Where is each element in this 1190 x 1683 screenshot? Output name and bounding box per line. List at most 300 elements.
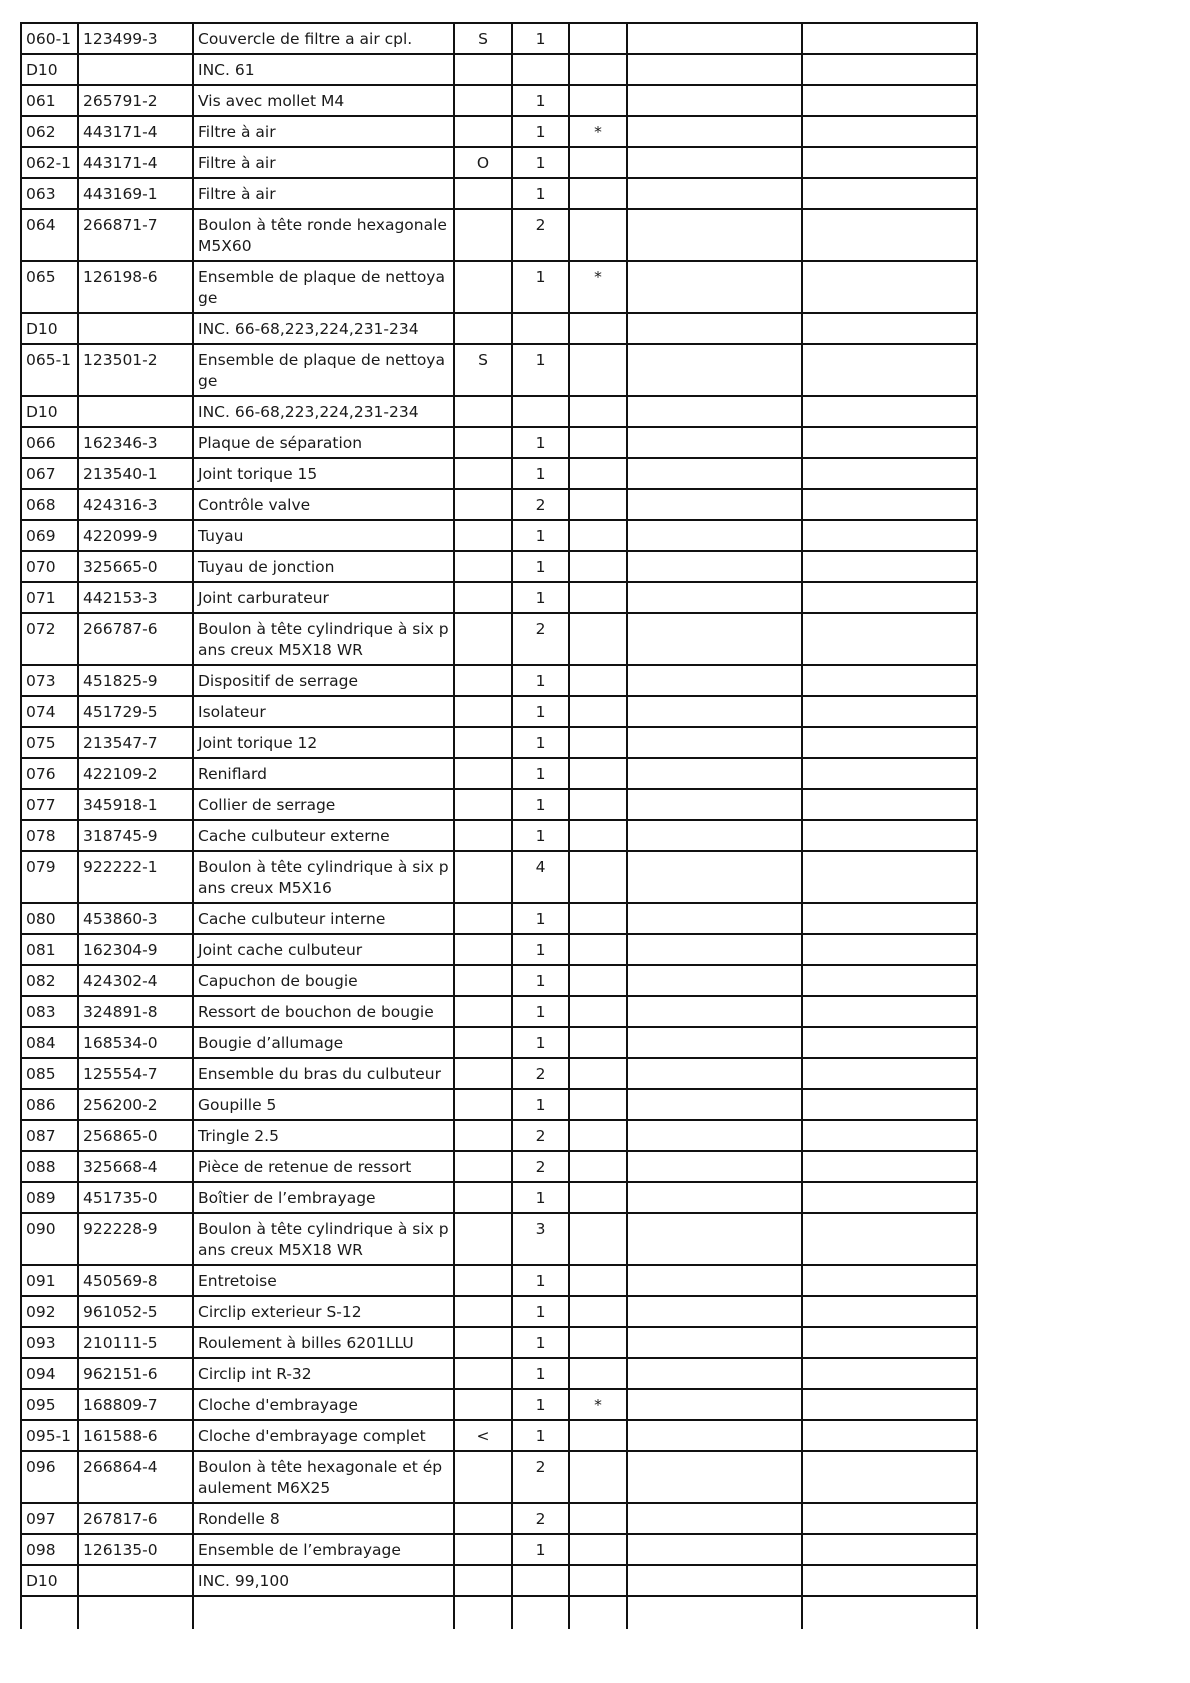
part-number-cell: 443171-4 [78, 116, 193, 147]
ref-number-cell: 089 [21, 1182, 78, 1213]
ref-number-cell: 073 [21, 665, 78, 696]
empty-cell [627, 1420, 802, 1451]
part-number-cell: 453860-3 [78, 903, 193, 934]
flag-cell [454, 54, 512, 85]
empty-cell [802, 1213, 977, 1265]
ref-number-cell: 067 [21, 458, 78, 489]
marker-cell [569, 85, 627, 116]
ref-number-cell: 062 [21, 116, 78, 147]
marker-cell [569, 1534, 627, 1565]
table-row [21, 1534, 977, 1565]
description-cell: Boulon à tête cylindrique à six pans creux M5X18 WR [193, 613, 454, 665]
empty-cell [627, 261, 802, 313]
description-cell: Dispositif de serrage [193, 665, 454, 696]
part-number-cell: 345918-1 [78, 789, 193, 820]
description-cell: Circlip int R-32 [193, 1358, 454, 1389]
quantity-cell: 1 [512, 147, 569, 178]
flag-cell [454, 261, 512, 313]
table-row [21, 489, 977, 520]
empty-cell [802, 1089, 977, 1120]
quantity-cell: 1 [512, 903, 569, 934]
quantity-cell: 1 [512, 1182, 569, 1213]
ref-number-cell: 064 [21, 209, 78, 261]
flag-cell [454, 396, 512, 427]
table-row [21, 727, 977, 758]
empty-cell [802, 116, 977, 147]
quantity-cell: 1 [512, 1358, 569, 1389]
marker-cell [569, 1213, 627, 1265]
table-row [21, 1358, 977, 1389]
ref-number-cell: 074 [21, 696, 78, 727]
quantity-cell: 2 [512, 1120, 569, 1151]
marker-cell [569, 851, 627, 903]
marker-cell [569, 727, 627, 758]
empty-cell [627, 727, 802, 758]
table-row [21, 903, 977, 934]
marker-cell [569, 1451, 627, 1503]
flag-cell [454, 1058, 512, 1089]
table-row [21, 427, 977, 458]
marker-cell [569, 903, 627, 934]
flag-cell [454, 427, 512, 458]
flag-cell [454, 820, 512, 851]
description-cell: Joint carburateur [193, 582, 454, 613]
flag-cell [454, 1120, 512, 1151]
empty-cell [21, 1596, 78, 1629]
ref-number-cell: 082 [21, 965, 78, 996]
flag-cell [454, 727, 512, 758]
table-row [21, 696, 977, 727]
marker-cell [569, 1151, 627, 1182]
empty-cell [569, 1596, 627, 1629]
empty-cell [802, 934, 977, 965]
description-cell: INC. 66-68,223,224,231-234 [193, 313, 454, 344]
empty-cell [802, 1027, 977, 1058]
empty-cell [627, 1389, 802, 1420]
parts-table-body [21, 23, 977, 1629]
ref-number-cell: 072 [21, 613, 78, 665]
marker-cell [569, 1089, 627, 1120]
empty-cell [627, 1296, 802, 1327]
table-row-continued [21, 1596, 977, 1629]
flag-cell [454, 116, 512, 147]
empty-cell [627, 178, 802, 209]
part-number-cell: 213547-7 [78, 727, 193, 758]
table-row [21, 1389, 977, 1420]
quantity-cell: 1 [512, 996, 569, 1027]
quantity-cell: 1 [512, 1265, 569, 1296]
empty-cell [802, 696, 977, 727]
empty-cell [802, 458, 977, 489]
empty-cell [627, 1327, 802, 1358]
quantity-cell: 1 [512, 178, 569, 209]
table-row [21, 23, 977, 54]
description-cell: Ensemble de l’embrayage [193, 1534, 454, 1565]
empty-cell [627, 789, 802, 820]
empty-cell [802, 427, 977, 458]
ref-number-cell: 093 [21, 1327, 78, 1358]
quantity-cell: 1 [512, 934, 569, 965]
quantity-cell [512, 1565, 569, 1596]
description-cell: INC. 66-68,223,224,231-234 [193, 396, 454, 427]
table-row [21, 209, 977, 261]
part-number-cell: 266787-6 [78, 613, 193, 665]
marker-cell [569, 1296, 627, 1327]
ref-number-cell: D10 [21, 313, 78, 344]
part-number-cell: 922228-9 [78, 1213, 193, 1265]
part-number-cell: 422109-2 [78, 758, 193, 789]
part-number-cell: 324891-8 [78, 996, 193, 1027]
marker-cell [569, 789, 627, 820]
marker-cell [569, 820, 627, 851]
marker-cell [569, 1182, 627, 1213]
table-row [21, 613, 977, 665]
marker-cell [569, 427, 627, 458]
empty-cell [802, 85, 977, 116]
flag-cell [454, 1089, 512, 1120]
empty-cell [802, 54, 977, 85]
part-number-cell: 126135-0 [78, 1534, 193, 1565]
description-cell: Circlip exterieur S-12 [193, 1296, 454, 1327]
quantity-cell: 1 [512, 85, 569, 116]
empty-cell [802, 1327, 977, 1358]
empty-cell [802, 582, 977, 613]
part-number-cell: 162304-9 [78, 934, 193, 965]
flag-cell [454, 1565, 512, 1596]
ref-number-cell: 085 [21, 1058, 78, 1089]
quantity-cell: 1 [512, 1420, 569, 1451]
marker-cell [569, 147, 627, 178]
quantity-cell [512, 396, 569, 427]
description-cell: Filtre à air [193, 178, 454, 209]
quantity-cell: 1 [512, 1089, 569, 1120]
flag-cell [454, 996, 512, 1027]
quantity-cell: 2 [512, 613, 569, 665]
marker-cell [569, 344, 627, 396]
description-cell: Boulon à tête ronde hexagonale M5X60 [193, 209, 454, 261]
table-row [21, 1565, 977, 1596]
description-cell: Reniflard [193, 758, 454, 789]
flag-cell [454, 489, 512, 520]
description-cell: Ressort de bouchon de bougie [193, 996, 454, 1027]
description-cell: Tuyau [193, 520, 454, 551]
table-row [21, 396, 977, 427]
quantity-cell: 1 [512, 582, 569, 613]
marker-cell [569, 965, 627, 996]
table-row [21, 1151, 977, 1182]
empty-cell [627, 665, 802, 696]
table-row [21, 934, 977, 965]
empty-cell [627, 427, 802, 458]
ref-number-cell: 091 [21, 1265, 78, 1296]
table-row [21, 85, 977, 116]
part-number-cell: 162346-3 [78, 427, 193, 458]
empty-cell [627, 1503, 802, 1534]
table-row [21, 1058, 977, 1089]
ref-number-cell: 095 [21, 1389, 78, 1420]
flag-cell [454, 1534, 512, 1565]
empty-cell [627, 1451, 802, 1503]
flag-cell [454, 1327, 512, 1358]
quantity-cell: 1 [512, 665, 569, 696]
table-row [21, 758, 977, 789]
ref-number-cell: 094 [21, 1358, 78, 1389]
part-number-cell: 422099-9 [78, 520, 193, 551]
part-number-cell: 318745-9 [78, 820, 193, 851]
empty-cell [802, 551, 977, 582]
empty-cell [802, 489, 977, 520]
ref-number-cell: 075 [21, 727, 78, 758]
empty-cell [627, 344, 802, 396]
table-row [21, 1265, 977, 1296]
table-row [21, 789, 977, 820]
empty-cell [627, 520, 802, 551]
empty-cell [627, 209, 802, 261]
empty-cell [802, 1596, 977, 1629]
ref-number-cell: 071 [21, 582, 78, 613]
ref-number-cell: 080 [21, 903, 78, 934]
marker-cell [569, 1058, 627, 1089]
marker-cell [569, 396, 627, 427]
part-number-cell: 451735-0 [78, 1182, 193, 1213]
table-row [21, 1027, 977, 1058]
flag-cell [454, 313, 512, 344]
flag-cell [454, 1503, 512, 1534]
empty-cell [627, 851, 802, 903]
marker-cell [569, 1503, 627, 1534]
description-cell: Tringle 2.5 [193, 1120, 454, 1151]
empty-cell [802, 1296, 977, 1327]
table-row [21, 820, 977, 851]
ref-number-cell: 088 [21, 1151, 78, 1182]
parts-table [20, 22, 978, 1629]
quantity-cell: 1 [512, 551, 569, 582]
empty-cell [802, 727, 977, 758]
empty-cell [627, 458, 802, 489]
empty-cell [802, 344, 977, 396]
empty-cell [627, 1358, 802, 1389]
part-number-cell: 123501-2 [78, 344, 193, 396]
empty-cell [627, 1265, 802, 1296]
ref-number-cell: 066 [21, 427, 78, 458]
marker-cell [569, 520, 627, 551]
quantity-cell: 4 [512, 851, 569, 903]
empty-cell [627, 147, 802, 178]
empty-cell [627, 23, 802, 54]
description-cell: Cache culbuteur externe [193, 820, 454, 851]
flag-cell [454, 178, 512, 209]
table-row [21, 551, 977, 582]
empty-cell [627, 1027, 802, 1058]
table-row [21, 313, 977, 344]
description-cell: Boulon à tête hexagonale et épaulement M6X25 [193, 1451, 454, 1503]
table-row [21, 458, 977, 489]
marker-cell [569, 758, 627, 789]
quantity-cell: 1 [512, 261, 569, 313]
table-row [21, 996, 977, 1027]
part-number-cell: 451825-9 [78, 665, 193, 696]
quantity-cell: 2 [512, 1151, 569, 1182]
empty-cell [627, 1213, 802, 1265]
flag-cell: S [454, 344, 512, 396]
description-cell: Rondelle 8 [193, 1503, 454, 1534]
description-cell: Cache culbuteur interne [193, 903, 454, 934]
marker-cell [569, 551, 627, 582]
flag-cell [454, 1296, 512, 1327]
table-row [21, 965, 977, 996]
quantity-cell: 2 [512, 1058, 569, 1089]
part-number-cell: 213540-1 [78, 458, 193, 489]
empty-cell [802, 820, 977, 851]
description-cell: Cloche d'embrayage [193, 1389, 454, 1420]
empty-cell [193, 1596, 454, 1629]
flag-cell: S [454, 23, 512, 54]
flag-cell [454, 903, 512, 934]
empty-cell [802, 1358, 977, 1389]
ref-number-cell: 095-1 [21, 1420, 78, 1451]
quantity-cell: 3 [512, 1213, 569, 1265]
empty-cell [627, 1089, 802, 1120]
quantity-cell: 1 [512, 696, 569, 727]
empty-cell [627, 1565, 802, 1596]
marker-cell [569, 1565, 627, 1596]
part-number-cell: 962151-6 [78, 1358, 193, 1389]
flag-cell [454, 934, 512, 965]
flag-cell [454, 1213, 512, 1265]
part-number-cell: 266864-4 [78, 1451, 193, 1503]
empty-cell [627, 1151, 802, 1182]
marker-cell [569, 613, 627, 665]
part-number-cell: 450569-8 [78, 1265, 193, 1296]
empty-cell [627, 116, 802, 147]
description-cell: Collier de serrage [193, 789, 454, 820]
empty-cell [627, 903, 802, 934]
description-cell: Bougie d’allumage [193, 1027, 454, 1058]
quantity-cell [512, 54, 569, 85]
description-cell: Isolateur [193, 696, 454, 727]
empty-cell [802, 23, 977, 54]
empty-cell [627, 820, 802, 851]
table-row [21, 54, 977, 85]
flag-cell [454, 85, 512, 116]
part-number-cell: 922222-1 [78, 851, 193, 903]
empty-cell [802, 1182, 977, 1213]
marker-cell [569, 1358, 627, 1389]
table-row [21, 1327, 977, 1358]
empty-cell [802, 851, 977, 903]
empty-cell [627, 758, 802, 789]
empty-cell [802, 1420, 977, 1451]
quantity-cell: 1 [512, 344, 569, 396]
ref-number-cell: 081 [21, 934, 78, 965]
part-number-cell [78, 1565, 193, 1596]
table-row [21, 582, 977, 613]
quantity-cell: 2 [512, 209, 569, 261]
empty-cell [627, 996, 802, 1027]
quantity-cell: 1 [512, 727, 569, 758]
description-cell: Filtre à air [193, 116, 454, 147]
quantity-cell: 1 [512, 458, 569, 489]
description-cell: Boulon à tête cylindrique à six pans creux M5X16 [193, 851, 454, 903]
marker-cell [569, 23, 627, 54]
table-row [21, 1182, 977, 1213]
part-number-cell: 424302-4 [78, 965, 193, 996]
ref-number-cell: 065-1 [21, 344, 78, 396]
quantity-cell: 1 [512, 1534, 569, 1565]
flag-cell [454, 1451, 512, 1503]
flag-cell [454, 1151, 512, 1182]
empty-cell [802, 789, 977, 820]
marker-cell [569, 178, 627, 209]
marker-cell [569, 665, 627, 696]
empty-cell [627, 489, 802, 520]
part-number-cell: 443169-1 [78, 178, 193, 209]
empty-cell [627, 85, 802, 116]
description-cell: Ensemble de plaque de nettoyage [193, 261, 454, 313]
empty-cell [802, 665, 977, 696]
empty-cell [627, 965, 802, 996]
empty-cell [512, 1596, 569, 1629]
ref-number-cell: 068 [21, 489, 78, 520]
quantity-cell: 1 [512, 116, 569, 147]
empty-cell [627, 1596, 802, 1629]
marker-cell [569, 1120, 627, 1151]
empty-cell [802, 1451, 977, 1503]
ref-number-cell: D10 [21, 396, 78, 427]
part-number-cell: 125554-7 [78, 1058, 193, 1089]
empty-cell [802, 1120, 977, 1151]
flag-cell [454, 965, 512, 996]
ref-number-cell: 090 [21, 1213, 78, 1265]
table-row [21, 147, 977, 178]
description-cell: Joint torique 15 [193, 458, 454, 489]
description-cell: Tuyau de jonction [193, 551, 454, 582]
description-cell: Joint torique 12 [193, 727, 454, 758]
table-row [21, 1213, 977, 1265]
quantity-cell: 1 [512, 427, 569, 458]
marker-cell [569, 489, 627, 520]
table-row [21, 344, 977, 396]
table-row [21, 1120, 977, 1151]
quantity-cell: 1 [512, 1027, 569, 1058]
ref-number-cell: 092 [21, 1296, 78, 1327]
empty-cell [627, 551, 802, 582]
empty-cell [627, 1058, 802, 1089]
empty-cell [627, 396, 802, 427]
marker-cell [569, 582, 627, 613]
part-number-cell: 210111-5 [78, 1327, 193, 1358]
ref-number-cell: 061 [21, 85, 78, 116]
quantity-cell: 2 [512, 489, 569, 520]
ref-number-cell: 096 [21, 1451, 78, 1503]
empty-cell [802, 209, 977, 261]
description-cell: Boulon à tête cylindrique à six pans creux M5X18 WR [193, 1213, 454, 1265]
flag-cell [454, 551, 512, 582]
table-row [21, 116, 977, 147]
part-number-cell: 325668-4 [78, 1151, 193, 1182]
empty-cell [802, 758, 977, 789]
flag-cell [454, 458, 512, 489]
marker-cell [569, 1265, 627, 1296]
flag-cell [454, 613, 512, 665]
ref-number-cell: 077 [21, 789, 78, 820]
flag-cell [454, 1182, 512, 1213]
marker-cell [569, 209, 627, 261]
part-number-cell: 126198-6 [78, 261, 193, 313]
quantity-cell: 1 [512, 820, 569, 851]
description-cell: Filtre à air [193, 147, 454, 178]
marker-cell [569, 996, 627, 1027]
